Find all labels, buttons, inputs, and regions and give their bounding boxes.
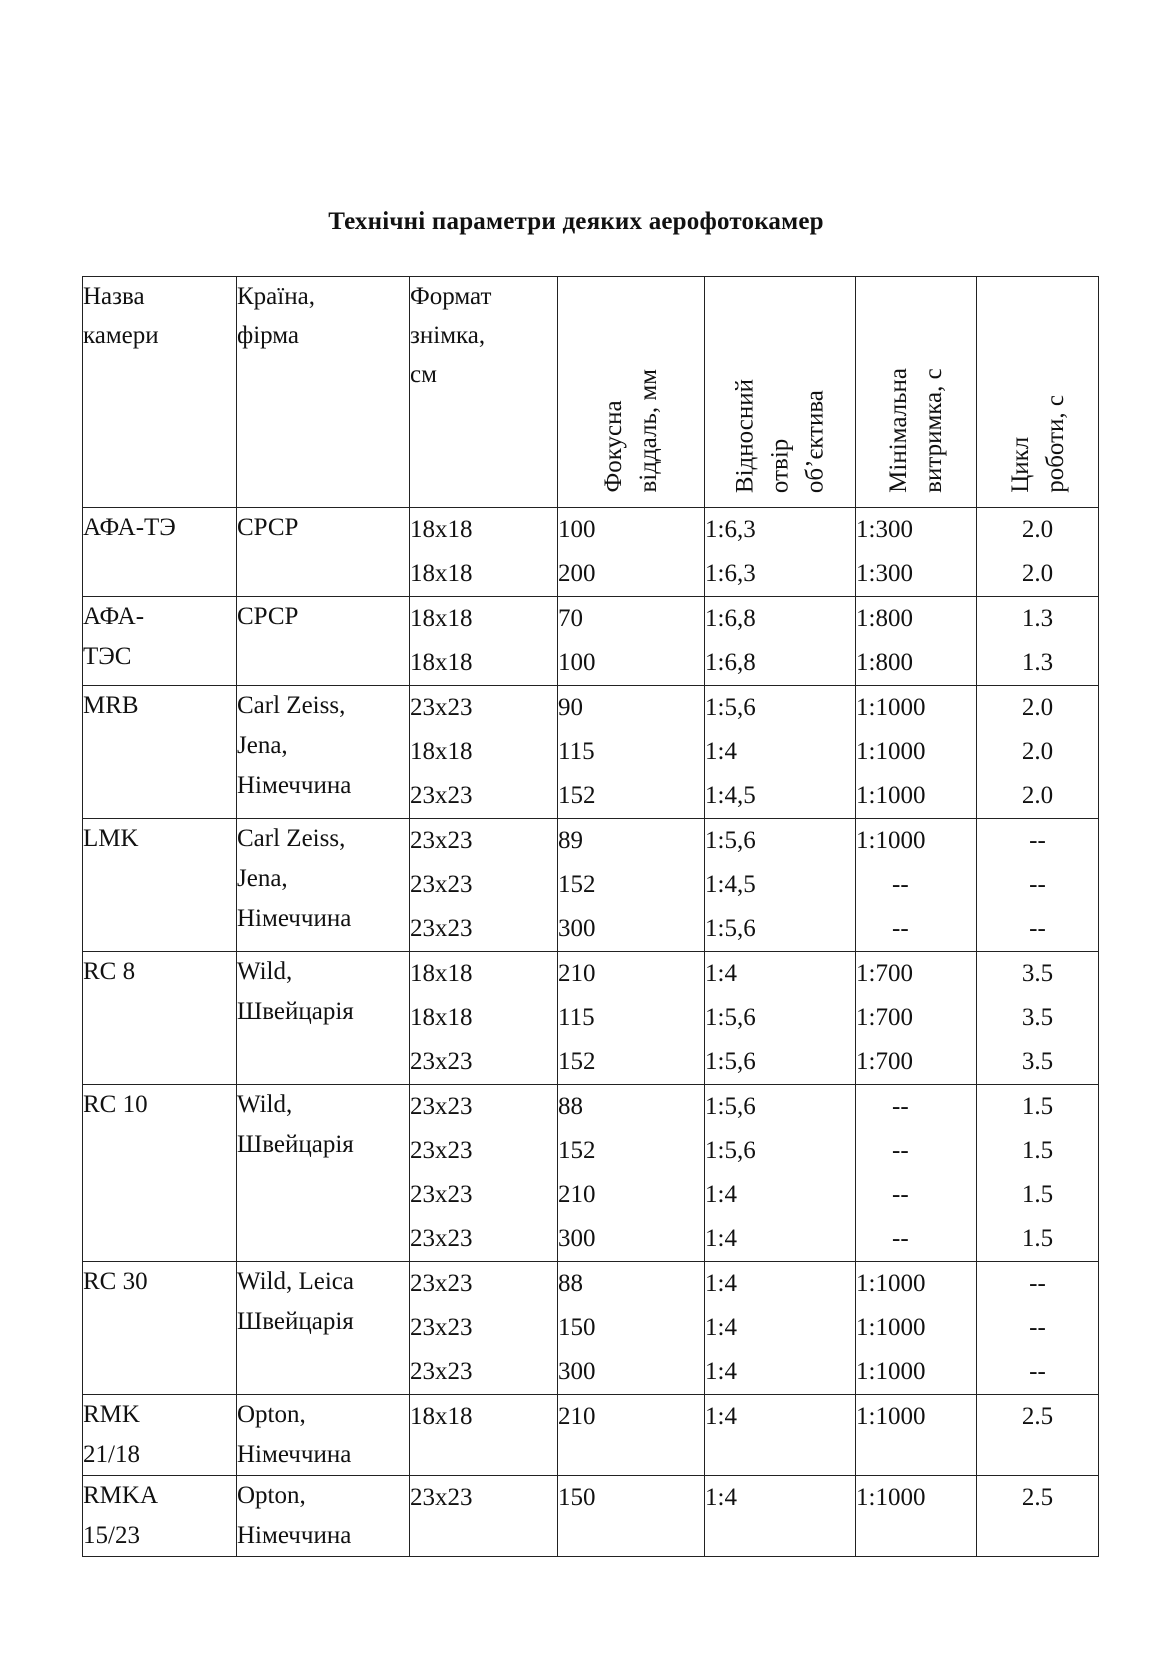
camera-name-value: АФА-ТЭ: [83, 514, 176, 541]
header-focal: Фокусна віддаль, мм: [558, 277, 705, 508]
firm-value: Німеччина: [237, 1441, 352, 1468]
aperture-value: 1:5,6: [705, 694, 756, 721]
firm-value: Швейцарія: [237, 1308, 354, 1335]
aperture-value: 1:4: [705, 1484, 737, 1511]
aperture-value: 1:4: [705, 1181, 737, 1208]
exposure-value: 1:1000: [856, 738, 926, 765]
format-value: 18x18: [410, 649, 473, 676]
aperture-value: 1:4,5: [705, 871, 756, 898]
cycle-value: --: [1029, 871, 1046, 898]
camera-name-value: RC 8: [83, 958, 136, 985]
cycle-value: 1.3: [1021, 649, 1054, 676]
camera-name-value: RC 10: [83, 1091, 148, 1118]
focal-length-cell: [558, 952, 705, 1085]
aperture-value: 1:6,3: [705, 516, 756, 543]
focal-length-value: 152: [558, 782, 596, 809]
aperture-cell: [705, 1262, 856, 1395]
cycle-value: --: [1029, 1270, 1046, 1297]
focal-length-value: 150: [558, 1484, 596, 1511]
exposure-value: 1:1000: [856, 1270, 926, 1297]
exposure-value: 1:300: [856, 516, 913, 543]
aperture-value: 1:4: [705, 1403, 737, 1430]
aperture-value: 1:6,8: [705, 649, 756, 676]
exposure-cell: [856, 1085, 977, 1262]
exposure-cell: [856, 597, 977, 686]
firm-cell: [237, 819, 410, 952]
aperture-value: 1:5,6: [705, 1004, 756, 1031]
camera-name-value: RMK: [83, 1401, 140, 1428]
cycle-cell: [977, 1262, 1099, 1395]
cycle-value: --: [1029, 1358, 1046, 1385]
format-value: 23x23: [410, 827, 473, 854]
camera-name-cell: [83, 686, 237, 819]
exposure-value: 1:700: [856, 1048, 913, 1075]
page-title: Технічні параметри деяких аерофотокамер: [328, 208, 824, 235]
firm-value: Німеччина: [237, 905, 352, 932]
format-value: 18x18: [410, 1403, 473, 1430]
focal-length-value: 210: [558, 1403, 596, 1430]
exposure-value: --: [892, 915, 909, 942]
focal-length-value: 115: [558, 1004, 595, 1031]
firm-cell: [237, 1085, 410, 1262]
format-value: 23x23: [410, 1093, 473, 1120]
format-value: 18x18: [410, 560, 473, 587]
firm-value: Wild,: [237, 958, 293, 985]
focal-length-value: 200: [558, 560, 596, 587]
focal-length-value: 100: [558, 516, 596, 543]
format-value: 18x18: [410, 960, 473, 987]
format-cell: [410, 1085, 558, 1262]
firm-value: Carl Zeiss,: [237, 825, 346, 852]
cycle-value: 2.5: [1021, 1484, 1054, 1511]
camera-name-value: RMKA: [83, 1482, 159, 1509]
aperture-value: 1:6,8: [705, 605, 756, 632]
exposure-cell: [856, 952, 977, 1085]
focal-length-value: 150: [558, 1314, 596, 1341]
firm-value: Швейцарія: [237, 998, 354, 1025]
exposure-value: --: [892, 1137, 909, 1164]
format-value: 23x23: [410, 694, 473, 721]
cycle-value: 2.5: [1021, 1403, 1054, 1430]
table-row: [83, 819, 1099, 952]
exposure-cell: [856, 1262, 977, 1395]
aperture-cell: [705, 1395, 856, 1476]
aperture-cell: [705, 952, 856, 1085]
firm-value: Jena,: [237, 732, 288, 759]
focal-length-value: 210: [558, 960, 596, 987]
cycle-cell: [977, 508, 1099, 597]
aperture-value: 1:4: [705, 1358, 737, 1385]
aperture-value: 1:4,5: [705, 782, 756, 809]
exposure-value: 1:1000: [856, 782, 926, 809]
aperture-cell: [705, 1476, 856, 1557]
aperture-cell: [705, 819, 856, 952]
exposure-value: 1:1000: [856, 694, 926, 721]
format-cell: [410, 1262, 558, 1395]
firm-cell: [237, 1262, 410, 1395]
camera-name-value: 15/23: [83, 1522, 140, 1549]
table-row: [83, 1085, 1099, 1262]
cycle-value: 2.0: [1021, 516, 1054, 543]
format-value: 23x23: [410, 1181, 473, 1208]
camera-name-value: АФА-: [83, 603, 145, 630]
format-cell: [410, 686, 558, 819]
format-value: 23x23: [410, 1314, 473, 1341]
firm-value: Німеччина: [237, 772, 352, 799]
cycle-value: 2.0: [1021, 782, 1054, 809]
header-aperture: Відносний отвір об’єктива: [705, 277, 856, 508]
format-value: 23x23: [410, 1270, 473, 1297]
cycle-value: --: [1029, 1314, 1046, 1341]
aperture-value: 1:6,3: [705, 560, 756, 587]
camera-name-value: RC 30: [83, 1268, 148, 1295]
aperture-value: 1:4: [705, 738, 737, 765]
cycle-value: 3.5: [1021, 960, 1054, 987]
exposure-value: 1:300: [856, 560, 913, 587]
cycle-cell: [977, 597, 1099, 686]
cycle-cell: [977, 1395, 1099, 1476]
focal-length-value: 152: [558, 1137, 596, 1164]
cycle-value: 1.3: [1021, 605, 1054, 632]
firm-cell: [237, 1395, 410, 1476]
cycle-value: 3.5: [1021, 1048, 1054, 1075]
header-format: Формат знімка, см: [410, 277, 558, 508]
exposure-value: 1:700: [856, 960, 913, 987]
cycle-value: 2.0: [1021, 694, 1054, 721]
firm-cell: [237, 508, 410, 597]
header-exposure: Мінімальна витримка, с: [856, 277, 977, 508]
firm-cell: [237, 952, 410, 1085]
format-cell: [410, 819, 558, 952]
firm-value: Opton,: [237, 1401, 306, 1428]
focal-length-value: 210: [558, 1181, 596, 1208]
table-row: [83, 597, 1099, 686]
cycle-value: --: [1029, 915, 1046, 942]
focal-length-value: 152: [558, 1048, 596, 1075]
camera-name-value: MRB: [83, 692, 139, 719]
cycle-value: 1.5: [1021, 1137, 1054, 1164]
cycle-cell: [977, 952, 1099, 1085]
focal-length-cell: [558, 1085, 705, 1262]
firm-value: Wild, Leica: [237, 1268, 354, 1295]
focal-length-value: 300: [558, 1358, 596, 1385]
aperture-cell: [705, 1085, 856, 1262]
focal-length-value: 89: [558, 827, 583, 854]
aperture-value: 1:5,6: [705, 1093, 756, 1120]
table-row: [83, 686, 1099, 819]
exposure-value: 1:1000: [856, 827, 926, 854]
exposure-cell: [856, 819, 977, 952]
firm-cell: [237, 1476, 410, 1557]
focal-length-value: 300: [558, 1225, 596, 1252]
table-row: [83, 1262, 1099, 1395]
aperture-value: 1:4: [705, 960, 737, 987]
focal-length-cell: [558, 819, 705, 952]
focal-length-value: 115: [558, 738, 595, 765]
format-value: 18x18: [410, 738, 473, 765]
exposure-value: 1:800: [856, 649, 913, 676]
focal-length-value: 88: [558, 1270, 583, 1297]
exposure-cell: [856, 686, 977, 819]
camera-name-cell: [83, 597, 237, 686]
aperture-value: 1:5,6: [705, 915, 756, 942]
cycle-value: 2.0: [1021, 738, 1054, 765]
header-cycle: Цикл роботи, с: [977, 277, 1099, 508]
format-value: 23x23: [410, 871, 473, 898]
aperture-value: 1:4: [705, 1270, 737, 1297]
camera-name-value: 21/18: [83, 1441, 140, 1468]
format-value: 18x18: [410, 1004, 473, 1031]
camera-name-cell: [83, 819, 237, 952]
format-value: 18x18: [410, 605, 473, 632]
format-value: 23x23: [410, 1484, 473, 1511]
exposure-value: 1:700: [856, 1004, 913, 1031]
camera-name-cell: [83, 1262, 237, 1395]
aperture-value: 1:5,6: [705, 1137, 756, 1164]
aperture-cell: [705, 686, 856, 819]
camera-name-value: ТЭС: [83, 643, 132, 670]
camera-name-cell: [83, 508, 237, 597]
format-value: 23x23: [410, 1225, 473, 1252]
exposure-value: --: [892, 1181, 909, 1208]
camera-name-cell: [83, 1395, 237, 1476]
table-row: [83, 1476, 1099, 1557]
focal-length-value: 90: [558, 694, 583, 721]
cycle-cell: [977, 1476, 1099, 1557]
exposure-value: 1:800: [856, 605, 913, 632]
table-row: [83, 1395, 1099, 1476]
format-value: 23x23: [410, 1137, 473, 1164]
focal-length-cell: [558, 597, 705, 686]
camera-name-cell: [83, 1476, 237, 1557]
exposure-value: 1:1000: [856, 1314, 926, 1341]
table-row: [83, 508, 1099, 597]
firm-value: Opton,: [237, 1482, 306, 1509]
focal-length-value: 70: [558, 605, 583, 632]
format-cell: [410, 1395, 558, 1476]
aperture-cell: [705, 597, 856, 686]
firm-cell: [237, 597, 410, 686]
exposure-value: 1:1000: [856, 1403, 926, 1430]
focal-length-value: 88: [558, 1093, 583, 1120]
header-name: Назва камери: [83, 277, 237, 508]
cycle-value: 1.5: [1021, 1181, 1054, 1208]
exposure-value: 1:1000: [856, 1484, 926, 1511]
cycle-cell: [977, 1085, 1099, 1262]
focal-length-cell: [558, 508, 705, 597]
cycle-value: --: [1029, 827, 1046, 854]
format-cell: [410, 508, 558, 597]
exposure-value: --: [892, 1225, 909, 1252]
format-value: 23x23: [410, 782, 473, 809]
focal-length-value: 100: [558, 649, 596, 676]
format-cell: [410, 1476, 558, 1557]
header-row: [83, 277, 1099, 508]
firm-value: Jena,: [237, 865, 288, 892]
camera-name-value: LMK: [83, 825, 139, 852]
exposure-value: --: [892, 871, 909, 898]
format-value: 23x23: [410, 915, 473, 942]
firm-value: СРСР: [237, 514, 299, 541]
focal-length-cell: [558, 1476, 705, 1557]
exposure-cell: [856, 1476, 977, 1557]
camera-parameters-table: [82, 276, 1099, 1557]
firm-value: СРСР: [237, 603, 299, 630]
exposure-cell: [856, 1395, 977, 1476]
cycle-value: 2.0: [1021, 560, 1054, 587]
format-value: 18x18: [410, 516, 473, 543]
format-value: 23x23: [410, 1048, 473, 1075]
firm-cell: [237, 686, 410, 819]
aperture-value: 1:4: [705, 1225, 737, 1252]
aperture-value: 1:5,6: [705, 827, 756, 854]
firm-value: Carl Zeiss,: [237, 692, 346, 719]
aperture-value: 1:4: [705, 1314, 737, 1341]
camera-name-cell: [83, 952, 237, 1085]
cycle-value: 3.5: [1021, 1004, 1054, 1031]
format-cell: [410, 952, 558, 1085]
focal-length-cell: [558, 1262, 705, 1395]
focal-length-value: 300: [558, 915, 596, 942]
format-cell: [410, 597, 558, 686]
firm-value: Wild,: [237, 1091, 293, 1118]
cycle-value: 1.5: [1021, 1093, 1054, 1120]
firm-value: Швейцарія: [237, 1131, 354, 1158]
cycle-cell: [977, 819, 1099, 952]
focal-length-cell: [558, 1395, 705, 1476]
cycle-value: 1.5: [1021, 1225, 1054, 1252]
exposure-value: 1:1000: [856, 1358, 926, 1385]
cycle-cell: [977, 686, 1099, 819]
table-row: [83, 952, 1099, 1085]
header-firm: Країна, фірма: [237, 277, 410, 508]
aperture-cell: [705, 508, 856, 597]
focal-length-cell: [558, 686, 705, 819]
firm-value: Німеччина: [237, 1522, 352, 1549]
camera-name-cell: [83, 1085, 237, 1262]
exposure-cell: [856, 508, 977, 597]
format-value: 23x23: [410, 1358, 473, 1385]
aperture-value: 1:5,6: [705, 1048, 756, 1075]
focal-length-value: 152: [558, 871, 596, 898]
exposure-value: --: [892, 1093, 909, 1120]
